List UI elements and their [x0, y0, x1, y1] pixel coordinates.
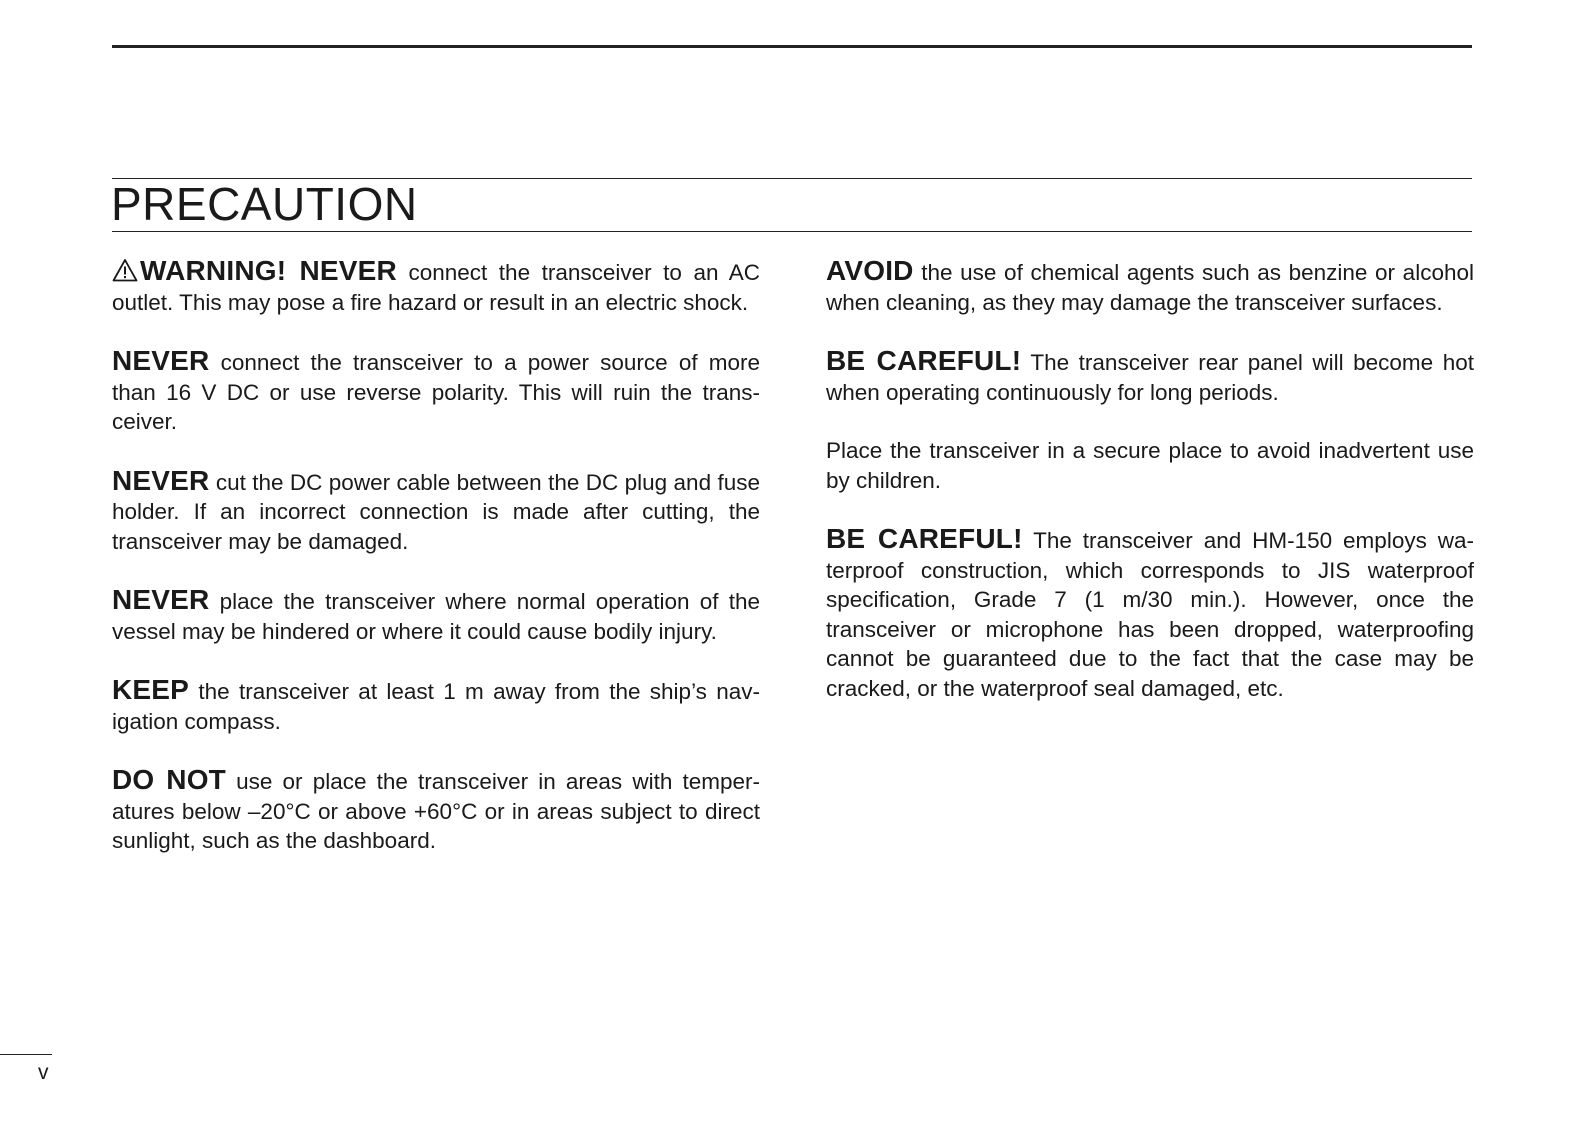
precaution-chemicals [826, 256, 1474, 317]
precaution-waterproof [826, 524, 1474, 703]
precaution-children [826, 436, 1474, 495]
left-column [112, 256, 760, 885]
precaution-lead: DO NOT [112, 764, 226, 795]
precaution-text: The transceiver rear panel will become hot when operating continuously for long periods. [826, 350, 1475, 405]
precaution-lead: WARNING! NEVER [140, 255, 397, 286]
precaution-lead: NEVER [112, 584, 210, 615]
precaution-power-source [112, 346, 760, 437]
precaution-lead: BE CAREFUL! [826, 345, 1022, 376]
precaution-text: The transceiver and HM-150 employs waterproof construction, which corresponds to JIS waterproof specification, Grade 7 (1 m/30 min.). However, once the transceiver or microphone has been dropped, waterproofing cannot be guaranteed due to the fact that the case may be cracked, or the waterproof seal damaged, etc. [826, 528, 1474, 701]
precaution-placement [112, 585, 760, 646]
header-rule [112, 45, 1472, 48]
precaution-lead: AVOID [826, 255, 914, 286]
precaution-text: the transceiver at least 1 m away from the ship’s navigation compass. [112, 679, 760, 734]
warning-triangle-icon [112, 258, 138, 282]
page-number-rule [0, 1054, 52, 1055]
precaution-text: connect the transceiver to a power source of more than 16 V DC or use reverse polarity. This will ruin the transceiver. [112, 350, 760, 434]
precaution-dc-cable [112, 466, 760, 557]
precaution-text: cut the DC power cable between the DC plug and fuse holder. If an incorrect connection is made after cutting, the transceiver may be damaged. [112, 469, 760, 554]
precaution-lead: BE CAREFUL! [826, 523, 1023, 554]
precaution-text: use or place the transceiver in areas with temperatures below –20°C or above +60°C or in areas subject to direct sunlight, such as the dashboard. [112, 769, 760, 853]
page-number: v [38, 1061, 49, 1084]
page-title: PRECAUTION [111, 178, 418, 230]
precaution-temperature [112, 765, 760, 856]
precaution-lead: NEVER [112, 345, 210, 376]
precaution-text: Place the transceiver in a secure place to avoid inadvertent use by children. [826, 438, 1474, 493]
precaution-lead: KEEP [112, 674, 190, 705]
precaution-compass [112, 675, 760, 736]
precaution-lead: NEVER [112, 464, 210, 496]
precaution-text: connect the transceiver to an AC outlet. This may pose a fire hazard or result in an electric shock. [112, 260, 760, 315]
precaution-rear-panel-heat [826, 346, 1474, 407]
right-column [826, 256, 1474, 732]
precaution-text: place the transceiver where normal operation of the vessel may be hindered or where it could cause bodily injury. [112, 589, 760, 644]
title-rule-bottom [112, 231, 1472, 232]
precaution-text: the use of chemical agents such as benzine or alcohol when cleaning, as they may damage the transceiver surfaces. [826, 260, 1474, 315]
precaution-warning-ac-outlet [112, 256, 760, 317]
